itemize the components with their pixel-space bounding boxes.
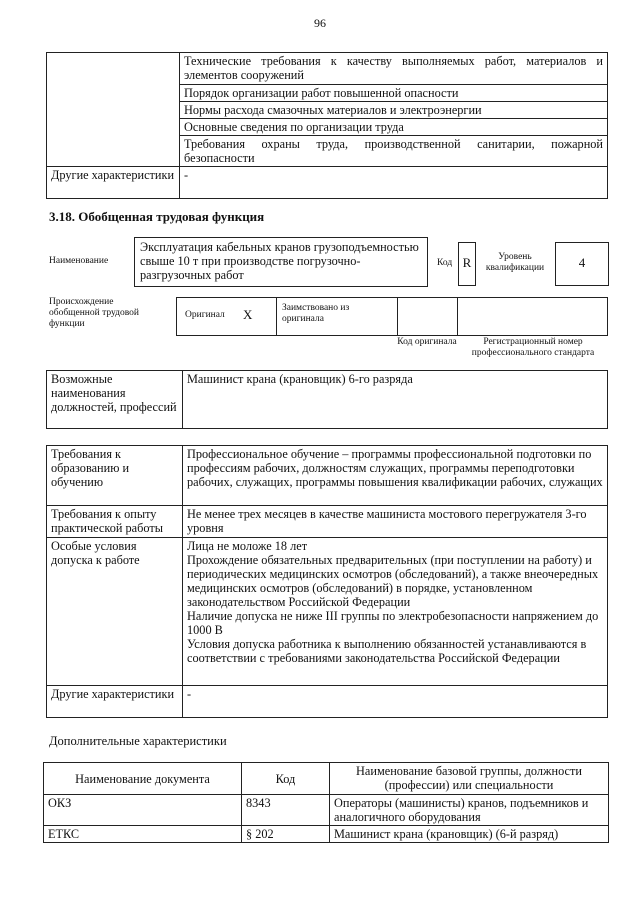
req-value: Не менее трех месяцев в качестве машиниста мостового перегружателя 3-го уровня [183,506,608,538]
level-value-box: 4 [555,242,609,286]
function-name-box: Эксплуатация кабельных кранов грузоподъемностью свыше 10 т при производстве погрузочно-разгрузочных работ [134,237,428,287]
req-value [183,538,608,686]
origin-divider [457,298,458,335]
req-line: Наличие допуска не ниже III группы по электробезопасности напряжением до 1000 В [187,609,599,637]
additional-cell: 8343 [242,795,330,826]
req-value: Профессиональное обучение – программы профессиональной подготовки по профессиям рабочих, должностям служащих, программы переподготовки рабочих, служащих, программы повышения квалификации рабочих, служащих [183,446,608,506]
req-line: Лица не моложе 18 лет [187,539,308,553]
top-table-empty-cell [47,53,180,167]
req-label: Требования к опыту практической работы [47,506,183,538]
name-label: Наименование [49,256,109,266]
additional-cell: § 202 [242,826,330,843]
level-label: Уровень квалификации [485,252,545,273]
additional-table [43,762,609,843]
req-line: Условия допуска работника к выполнению обязанностей устанавливаются в соответствии с требованиями законодательства Российской Федерации [187,637,587,665]
additional-header: Код [242,763,330,795]
positions-table [46,370,608,429]
borrowed-label: Заимствовано из оригинала [282,303,350,324]
origin-table [176,297,608,336]
original-mark: X [243,307,253,322]
top-other-value: - [180,167,608,199]
section-title: 3.18. Обобщенная трудовая функция [49,209,265,224]
origin-divider [276,298,277,335]
req-label: Другие характеристики [47,686,183,718]
top-table-row: Требования охраны труда, производственной санитарии, пожарной безопасности [180,136,608,167]
top-other-label: Другие характеристики [47,167,180,199]
positions-label: Возможные наименования должностей, профессий [47,371,183,429]
top-table [46,52,608,199]
req-value: - [183,686,608,718]
additional-cell: Операторы (машинисты) кранов, подъемников и аналогичного оборудования [330,795,609,826]
code-value-box: R [458,242,476,286]
req-label: Особые условия допуска к работе [47,538,183,686]
req-label: Требования к образованию и обучению [47,446,183,506]
additional-header: Наименование базовой группы, должности (профессии) или специальности [330,763,609,795]
requirements-table [46,445,608,718]
top-table-row: Основные сведения по организации труда [180,119,608,136]
reg-number-caption: Регистрационный номер профессионального стандарта [471,337,595,358]
additional-cell: Машинист крана (крановщик) (6-й разряд) [330,826,609,843]
additional-cell: ОКЗ [44,795,242,826]
additional-title: Дополнительные характеристики [49,734,227,748]
table-row [44,795,609,826]
code-original-caption: Код оригинала [397,337,457,347]
top-table-row: Порядок организации работ повышенной опасности [180,85,608,102]
table-row [44,826,609,843]
positions-value: Машинист крана (крановщик) 6-го разряда [183,371,608,429]
origin-divider [397,298,398,335]
page-number: 96 [314,16,326,30]
top-table-row: Нормы расхода смазочных материалов и электроэнергии [180,102,608,119]
additional-header: Наименование документа [44,763,242,795]
req-line: Прохождение обязательных предварительных (при поступлении на работу) и периодических медицинских осмотров (обследований), а также внеочередных медицинских осмотров (обследований) в порядке, установленном законодательством Российской Федерации [187,553,599,609]
top-table-row: Технические требования к качеству выполняемых работ, материалов и элементов сооружений [180,53,608,85]
original-label: Оригинал [185,310,225,320]
code-label: Код [437,258,453,268]
origin-label: Происхождение обобщенной трудовой функции [49,297,139,329]
additional-cell: ЕТКС [44,826,242,843]
